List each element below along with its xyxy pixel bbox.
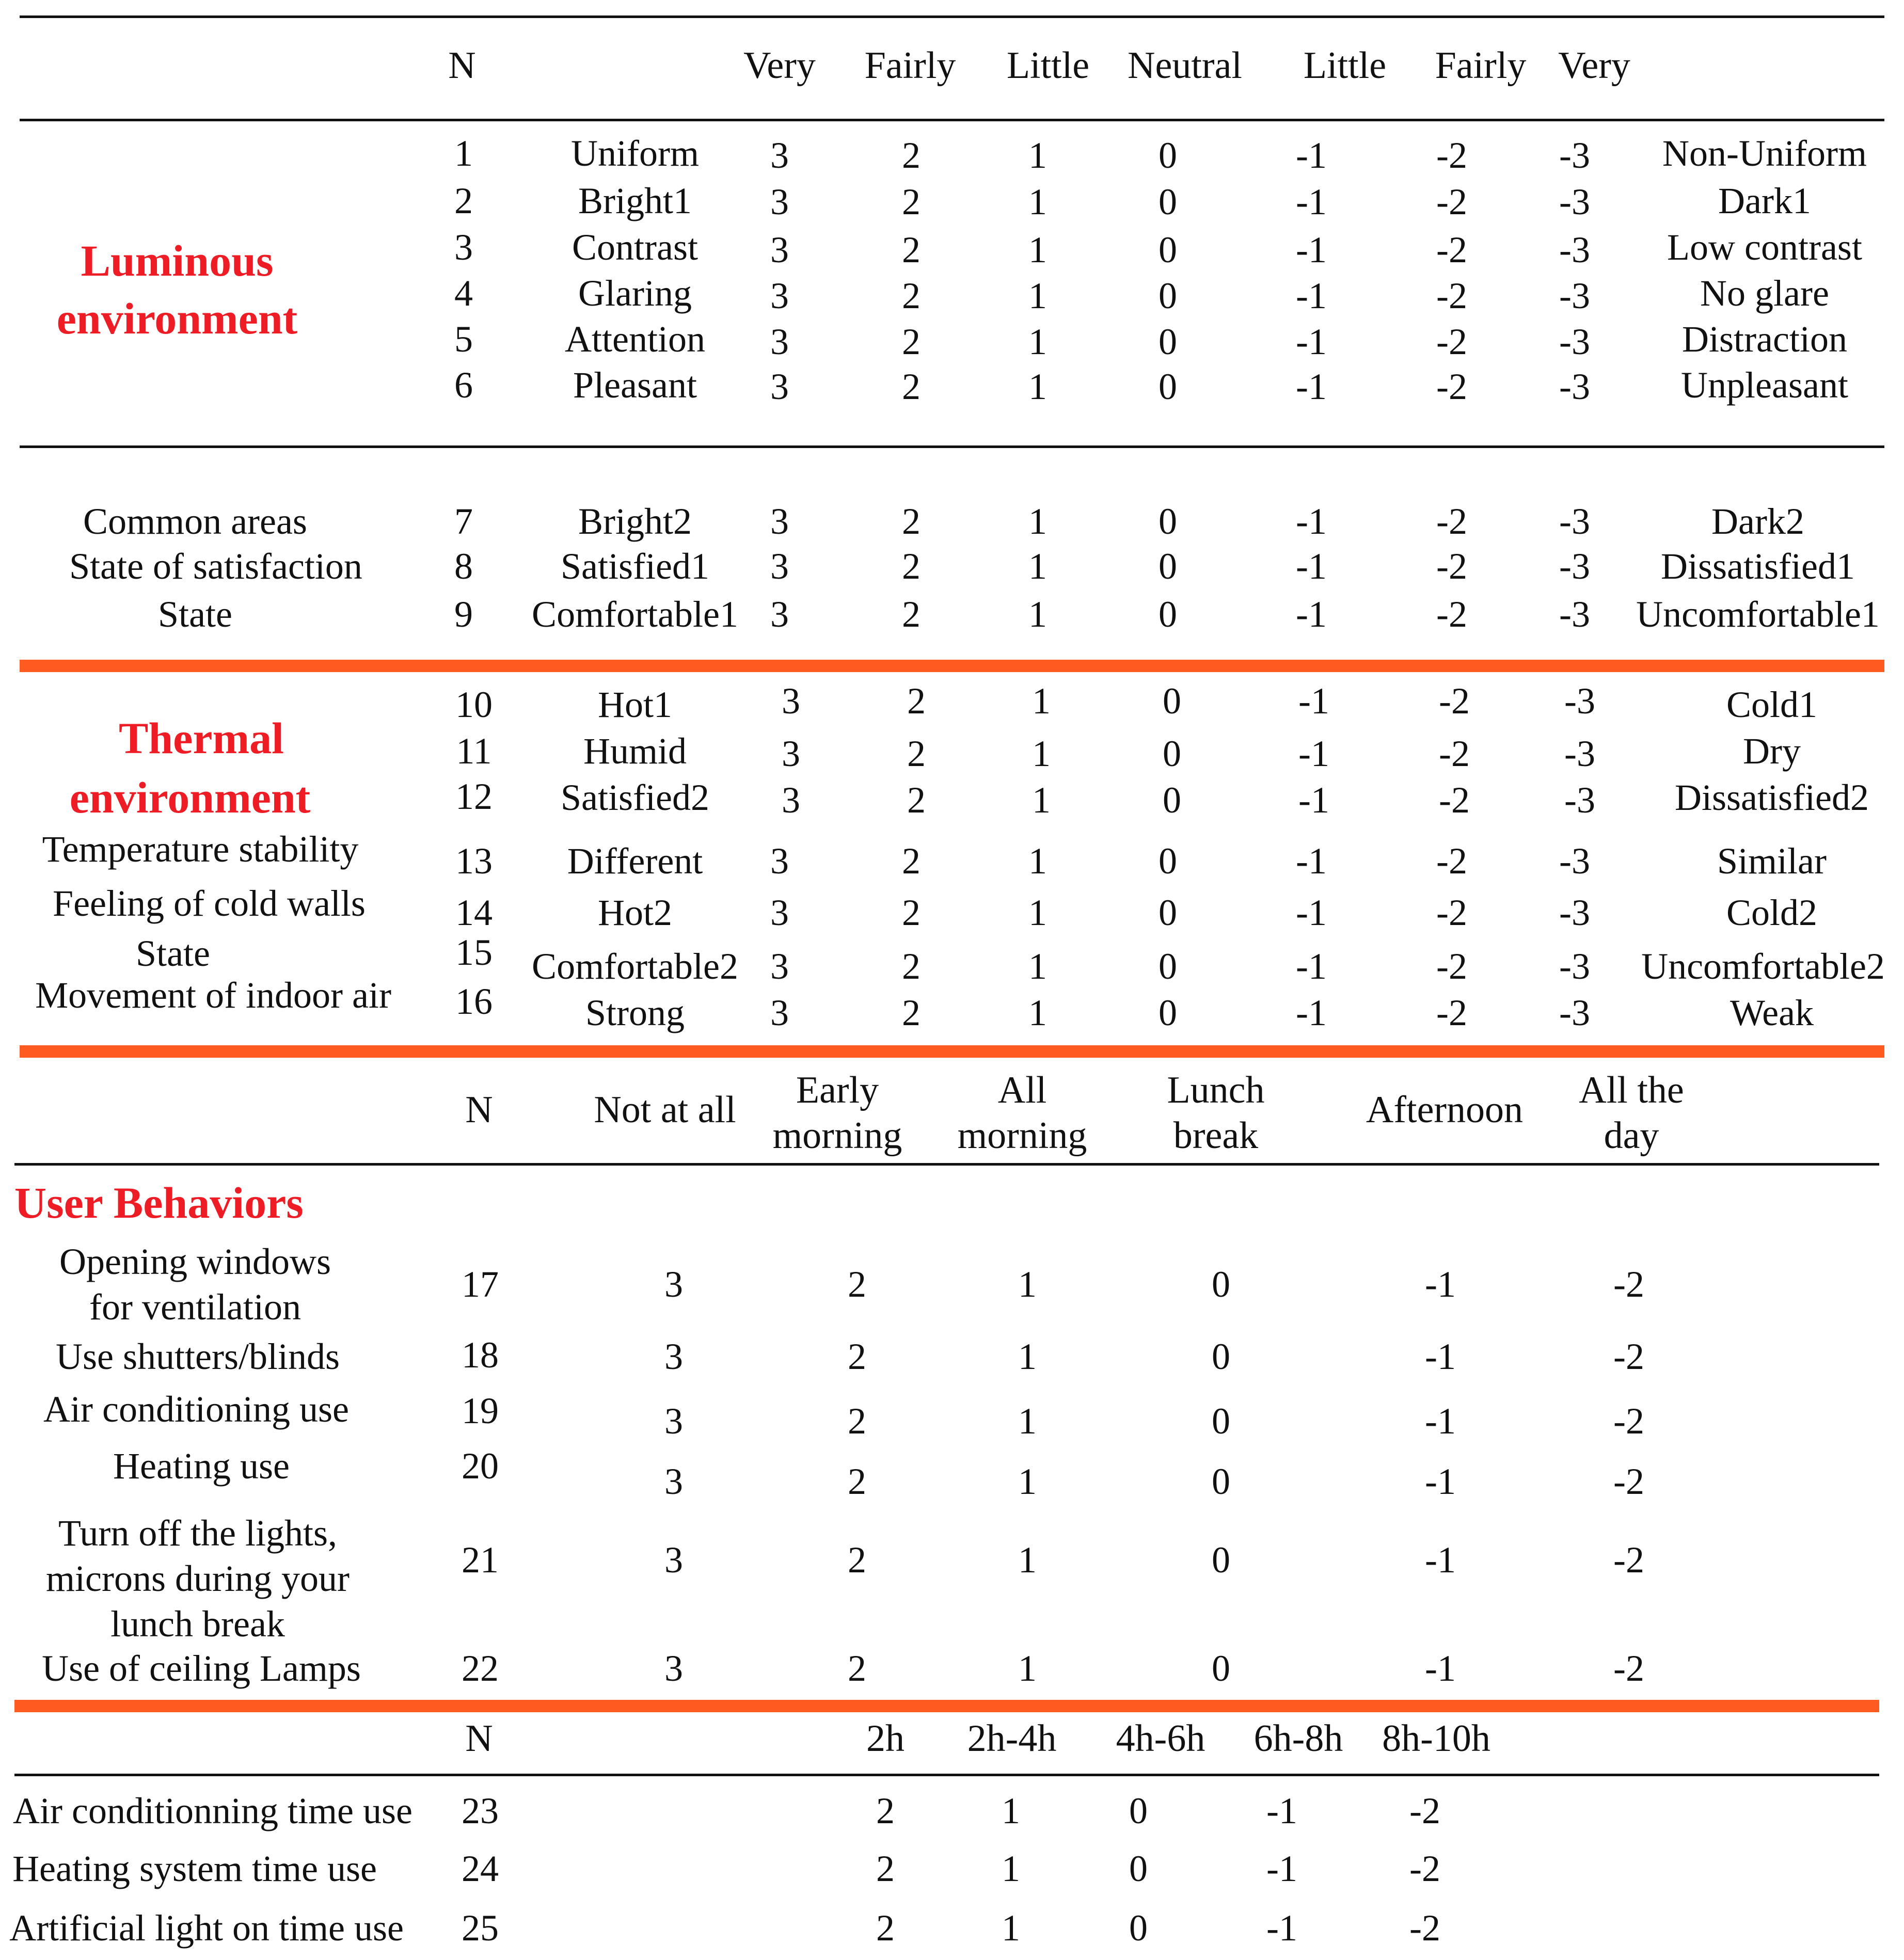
- time-label: Artificial light on time use: [9, 1907, 404, 1949]
- scale-value: -2: [1436, 275, 1467, 316]
- scale-value: 0: [1159, 594, 1177, 635]
- scale-value: -2: [1436, 946, 1467, 987]
- scale-value: -3: [1559, 229, 1590, 270]
- right-pole: Dark2: [1711, 501, 1804, 542]
- scale-header-label: Little: [1006, 44, 1090, 87]
- left-pole: Attention: [565, 318, 705, 360]
- scale-value: 1: [1028, 992, 1047, 1033]
- scale-value: 3: [770, 946, 789, 987]
- scale-value: 3: [770, 992, 789, 1033]
- scale-value: -1: [1425, 1648, 1456, 1689]
- scale-value: 2: [902, 366, 921, 407]
- scale-value: 0: [1159, 321, 1177, 362]
- behavior-label: Turn off the lights,: [58, 1512, 338, 1554]
- scale-value: 0: [1159, 892, 1177, 933]
- scale-value: -1: [1296, 366, 1327, 407]
- scale-value: -1: [1425, 1461, 1456, 1502]
- scale-value: 1: [1028, 546, 1047, 587]
- scale-value: 2: [907, 680, 926, 722]
- right-pole: Cold2: [1726, 892, 1818, 933]
- behavior-label: for ventilation: [89, 1286, 301, 1328]
- time-value: -1: [1266, 1790, 1297, 1831]
- time-header-label: 6h-8h: [1254, 1717, 1343, 1760]
- scale-value: -3: [1559, 992, 1590, 1033]
- left-pole: Hot1: [598, 684, 672, 725]
- row-number: 16: [455, 981, 493, 1022]
- scale-value: -2: [1613, 1336, 1644, 1377]
- scale-value: 0: [1159, 275, 1177, 316]
- scale-value: 1: [1018, 1461, 1037, 1502]
- scale-value: 1: [1028, 946, 1047, 987]
- scale-value: 3: [770, 594, 789, 635]
- side-label: State: [136, 933, 210, 974]
- left-pole: Strong: [585, 992, 685, 1033]
- scale-value: -1: [1296, 840, 1327, 882]
- right-pole: Uncomfortable1: [1636, 594, 1880, 635]
- row-number: 23: [462, 1790, 499, 1831]
- behavior-label: Use shutters/blinds: [56, 1336, 340, 1377]
- scale-value: 3: [782, 779, 800, 821]
- time-value: 2: [876, 1790, 895, 1831]
- scale-value: 0: [1159, 546, 1177, 587]
- luminous-title-line1: Luminous: [81, 236, 274, 285]
- time-value: 0: [1129, 1848, 1148, 1889]
- scale-value: 0: [1212, 1400, 1230, 1442]
- scale-value: -2: [1613, 1539, 1644, 1581]
- behavior-label: microns during your: [46, 1558, 350, 1599]
- scale-value: 2: [902, 275, 921, 316]
- behavior-label: Heating use: [113, 1445, 290, 1487]
- rule-top: [20, 15, 1884, 18]
- scale-value: -1: [1296, 946, 1327, 987]
- row-number: 18: [462, 1334, 499, 1376]
- scale-value: -1: [1298, 680, 1329, 722]
- scale-value: 3: [664, 1336, 683, 1377]
- behavior-header-label: day: [1604, 1114, 1659, 1157]
- side-label: Movement of indoor air: [35, 975, 391, 1016]
- rule-time-header-bottom: [14, 1774, 1879, 1776]
- scale-value: 0: [1212, 1264, 1230, 1305]
- time-header-n: N: [465, 1717, 493, 1760]
- left-pole: Contrast: [572, 227, 698, 268]
- rule-behavior-bottom: [14, 1700, 1879, 1712]
- scale-value: -2: [1439, 733, 1470, 774]
- behavior-header-label: Early: [796, 1069, 879, 1111]
- rule-behavior-header-bottom: [14, 1163, 1879, 1166]
- time-value: 0: [1129, 1907, 1148, 1949]
- row-number: 13: [455, 840, 493, 882]
- scale-value: 0: [1159, 181, 1177, 222]
- time-header-label: 2h-4h: [967, 1717, 1057, 1760]
- left-pole: Comfortable1: [532, 594, 738, 635]
- left-pole: Bright1: [578, 180, 692, 221]
- left-pole: Hot2: [598, 892, 672, 933]
- behavior-header-label: morning: [957, 1114, 1087, 1157]
- left-pole: Glaring: [578, 273, 692, 314]
- scale-value: 3: [770, 321, 789, 362]
- behaviors-title: User Behaviors: [14, 1178, 304, 1228]
- scale-value: 2: [902, 892, 921, 933]
- row-number: 2: [454, 180, 473, 221]
- scale-value: 2: [902, 181, 921, 222]
- scale-value: 1: [1028, 181, 1047, 222]
- row-number: 1: [454, 133, 473, 174]
- right-pole: Dissatisfied2: [1675, 777, 1869, 818]
- rule-header-bottom: [20, 119, 1884, 121]
- luminous-title-line2: environment: [56, 294, 298, 343]
- row-number: 12: [455, 776, 493, 817]
- time-value: 1: [1002, 1907, 1020, 1949]
- time-value: -2: [1409, 1907, 1440, 1949]
- scale-value: -1: [1296, 892, 1327, 933]
- scale-value: 2: [902, 501, 921, 542]
- right-pole: Non-Uniform: [1662, 133, 1867, 174]
- scale-value: -3: [1559, 892, 1590, 933]
- scale-value: -2: [1613, 1400, 1644, 1442]
- scale-value: 2: [848, 1264, 866, 1305]
- scale-value: -3: [1559, 546, 1590, 587]
- scale-value: -2: [1436, 992, 1467, 1033]
- scale-value: 1: [1018, 1539, 1037, 1581]
- scale-value: 1: [1028, 892, 1047, 933]
- scale-value: 0: [1159, 135, 1177, 176]
- behavior-label: Opening windows: [59, 1241, 331, 1282]
- left-pole: Satisfied2: [561, 777, 709, 818]
- scale-value: 0: [1159, 840, 1177, 882]
- scale-value: -1: [1425, 1336, 1456, 1377]
- scale-value: -2: [1436, 229, 1467, 270]
- row-number: 14: [455, 892, 493, 933]
- behavior-label: Air conditioning use: [43, 1389, 349, 1430]
- scale-header-n: N: [448, 44, 476, 87]
- scale-value: -1: [1296, 992, 1327, 1033]
- scale-value: 0: [1212, 1648, 1230, 1689]
- left-pole: Satisfied1: [561, 546, 709, 587]
- right-pole: Dry: [1743, 730, 1801, 772]
- scale-value: -3: [1559, 501, 1590, 542]
- scale-value: -1: [1296, 594, 1327, 635]
- scale-value: 3: [770, 275, 789, 316]
- time-value: 2: [876, 1907, 895, 1949]
- right-pole: Dark1: [1718, 180, 1811, 221]
- behavior-header-n: N: [465, 1089, 493, 1131]
- scale-header-label: Little: [1303, 44, 1387, 87]
- behavior-header-label: All: [997, 1069, 1047, 1111]
- behavior-label: Use of ceiling Lamps: [42, 1648, 361, 1689]
- scale-value: 1: [1028, 229, 1047, 270]
- scale-value: -3: [1559, 321, 1590, 362]
- scale-value: -1: [1296, 181, 1327, 222]
- scale-header-label: Fairly: [864, 44, 956, 87]
- scale-value: -3: [1559, 366, 1590, 407]
- scale-value: -2: [1436, 181, 1467, 222]
- scale-value: -1: [1296, 321, 1327, 362]
- scale-value: 3: [664, 1400, 683, 1442]
- left-pole: Humid: [583, 730, 687, 772]
- scale-value: 2: [848, 1336, 866, 1377]
- row-number: 25: [462, 1907, 499, 1949]
- scale-header-label: Very: [743, 44, 816, 87]
- time-header-label: 4h-6h: [1116, 1717, 1205, 1760]
- scale-value: 1: [1028, 135, 1047, 176]
- scale-value: 2: [902, 229, 921, 270]
- left-pole: Comfortable2: [532, 946, 738, 987]
- row-number: 20: [462, 1445, 499, 1487]
- row-number: 9: [454, 594, 473, 635]
- left-pole: Different: [567, 840, 703, 882]
- behavior-header-label: Afternoon: [1366, 1089, 1524, 1131]
- scale-value: 2: [902, 992, 921, 1033]
- scale-value: -2: [1439, 779, 1470, 821]
- scale-value: 2: [902, 594, 921, 635]
- scale-value: -3: [1559, 181, 1590, 222]
- scale-value: 3: [664, 1461, 683, 1502]
- row-number: 11: [456, 730, 492, 772]
- scale-header-label: Neutral: [1128, 44, 1242, 87]
- row-number: 3: [454, 227, 473, 268]
- scale-value: 0: [1212, 1461, 1230, 1502]
- scale-value: -3: [1559, 594, 1590, 635]
- scale-value: 2: [902, 321, 921, 362]
- scale-value: 0: [1212, 1539, 1230, 1581]
- left-pole: Uniform: [571, 133, 699, 174]
- right-pole: Cold1: [1726, 684, 1818, 725]
- scale-value: 1: [1028, 275, 1047, 316]
- scale-value: -1: [1296, 229, 1327, 270]
- scale-value: -1: [1296, 501, 1327, 542]
- scale-value: -2: [1436, 546, 1467, 587]
- thermal-title-line1: Thermal: [118, 713, 284, 763]
- scale-value: 0: [1159, 229, 1177, 270]
- row-number: 17: [462, 1264, 499, 1305]
- scale-value: 2: [848, 1461, 866, 1502]
- scale-value: 3: [782, 680, 800, 722]
- scale-value: -2: [1613, 1264, 1644, 1305]
- scale-value: 1: [1028, 321, 1047, 362]
- scale-value: 3: [664, 1539, 683, 1581]
- scale-value: -2: [1613, 1461, 1644, 1502]
- scale-value: 1: [1028, 501, 1047, 542]
- scale-value: 1: [1018, 1648, 1037, 1689]
- scale-value: 3: [770, 135, 789, 176]
- scale-value: 1: [1028, 594, 1047, 635]
- scale-value: 3: [770, 546, 789, 587]
- scale-value: 1: [1028, 366, 1047, 407]
- scale-value: -2: [1613, 1648, 1644, 1689]
- row-number: 19: [462, 1390, 499, 1431]
- scale-value: -1: [1425, 1539, 1456, 1581]
- scale-value: -1: [1425, 1400, 1456, 1442]
- scale-value: 1: [1018, 1400, 1037, 1442]
- scale-value: -1: [1296, 546, 1327, 587]
- side-label: Common areas: [83, 501, 307, 542]
- scale-value: 0: [1163, 733, 1181, 774]
- rule-thermal-bottom: [20, 1045, 1884, 1058]
- scale-value: 3: [770, 229, 789, 270]
- row-number: 24: [462, 1848, 499, 1889]
- scale-value: -3: [1564, 733, 1595, 774]
- scale-value: 2: [902, 946, 921, 987]
- side-label: Feeling of cold walls: [53, 883, 366, 924]
- row-number: 22: [462, 1648, 499, 1689]
- right-pole: Dissatisfied1: [1661, 546, 1855, 587]
- scale-value: 3: [770, 840, 789, 882]
- scale-value: 2: [902, 546, 921, 587]
- time-value: -2: [1409, 1790, 1440, 1831]
- row-number: 4: [454, 273, 473, 314]
- scale-value: -2: [1436, 321, 1467, 362]
- scale-value: 1: [1018, 1264, 1037, 1305]
- time-value: 1: [1002, 1790, 1020, 1831]
- scale-value: -1: [1296, 135, 1327, 176]
- scale-value: 3: [770, 366, 789, 407]
- time-value: -1: [1266, 1907, 1297, 1949]
- scale-value: -1: [1298, 779, 1329, 821]
- right-pole: Uncomfortable2: [1641, 946, 1885, 987]
- rule-luminous-bottom: [20, 445, 1884, 448]
- behavior-label: lunch break: [110, 1603, 285, 1645]
- scale-value: 2: [848, 1539, 866, 1581]
- scale-value: -3: [1559, 946, 1590, 987]
- scale-value: 0: [1163, 680, 1181, 722]
- time-value: 0: [1129, 1790, 1148, 1831]
- scale-value: -3: [1559, 135, 1590, 176]
- scale-value: -2: [1436, 366, 1467, 407]
- scale-value: 1: [1032, 680, 1051, 722]
- scale-value: 1: [1032, 779, 1051, 821]
- row-number: 5: [454, 318, 473, 360]
- right-pole: Low contrast: [1667, 227, 1862, 268]
- scale-value: 3: [782, 733, 800, 774]
- scale-value: 0: [1159, 992, 1177, 1033]
- scale-value: 3: [664, 1264, 683, 1305]
- scale-value: 0: [1159, 501, 1177, 542]
- left-pole: Bright2: [578, 501, 692, 542]
- scale-value: -3: [1564, 779, 1595, 821]
- scale-value: 3: [770, 501, 789, 542]
- scale-value: -2: [1439, 680, 1470, 722]
- scale-value: 0: [1163, 779, 1181, 821]
- behavior-header-label: All the: [1579, 1069, 1684, 1111]
- scale-value: -3: [1564, 680, 1595, 722]
- time-header-label: 2h: [866, 1717, 905, 1760]
- scale-value: 2: [848, 1648, 866, 1689]
- scale-value: -2: [1436, 840, 1467, 882]
- scale-value: 0: [1159, 946, 1177, 987]
- time-value: -1: [1266, 1848, 1297, 1889]
- scale-value: 0: [1212, 1336, 1230, 1377]
- behavior-header-label: Not at all: [594, 1089, 736, 1131]
- scale-value: 2: [902, 135, 921, 176]
- time-label: Heating system time use: [12, 1848, 377, 1889]
- scale-value: -2: [1436, 135, 1467, 176]
- scale-value: 2: [907, 779, 926, 821]
- right-pole: No glare: [1700, 273, 1829, 314]
- behavior-header-label: morning: [772, 1114, 902, 1157]
- right-pole: Distraction: [1682, 318, 1847, 360]
- side-label: State: [158, 594, 232, 635]
- scale-value: -1: [1298, 733, 1329, 774]
- right-pole: Unpleasant: [1681, 364, 1848, 406]
- scale-value: 2: [848, 1400, 866, 1442]
- scale-value: 2: [907, 733, 926, 774]
- row-number: 15: [455, 932, 493, 973]
- scale-header-label: Fairly: [1435, 44, 1527, 87]
- scale-value: -2: [1436, 594, 1467, 635]
- scale-header-label: Very: [1558, 44, 1630, 87]
- side-label: State of satisfaction: [69, 546, 362, 587]
- scale-value: 3: [770, 892, 789, 933]
- scale-value: 1: [1018, 1336, 1037, 1377]
- scale-value: -3: [1559, 275, 1590, 316]
- time-value: 1: [1002, 1848, 1020, 1889]
- time-value: 2: [876, 1848, 895, 1889]
- row-number: 7: [454, 501, 473, 542]
- scale-value: 3: [664, 1648, 683, 1689]
- behavior-header-label: Lunch: [1167, 1069, 1265, 1111]
- scale-value: 2: [902, 840, 921, 882]
- time-header-label: 8h-10h: [1382, 1717, 1490, 1760]
- time-value: -2: [1409, 1848, 1440, 1889]
- right-pole: Similar: [1717, 840, 1827, 882]
- scale-value: -2: [1436, 892, 1467, 933]
- rule-common-bottom: [20, 660, 1884, 672]
- row-number: 21: [462, 1539, 499, 1581]
- scale-value: -3: [1559, 840, 1590, 882]
- scale-value: 0: [1159, 366, 1177, 407]
- row-number: 10: [455, 684, 493, 725]
- right-pole: Weak: [1730, 992, 1814, 1033]
- scale-value: 3: [770, 181, 789, 222]
- scale-value: 1: [1028, 840, 1047, 882]
- scale-value: -2: [1436, 501, 1467, 542]
- thermal-title-line2: environment: [69, 773, 311, 822]
- left-pole: Pleasant: [573, 364, 697, 406]
- scale-value: -1: [1425, 1264, 1456, 1305]
- behavior-header-label: break: [1173, 1114, 1259, 1157]
- time-label: Air conditionning time use: [13, 1790, 412, 1831]
- scale-value: 1: [1032, 733, 1051, 774]
- row-number: 8: [454, 546, 473, 587]
- side-label: Temperature stability: [42, 828, 359, 870]
- scale-value: -1: [1296, 275, 1327, 316]
- row-number: 6: [454, 364, 473, 406]
